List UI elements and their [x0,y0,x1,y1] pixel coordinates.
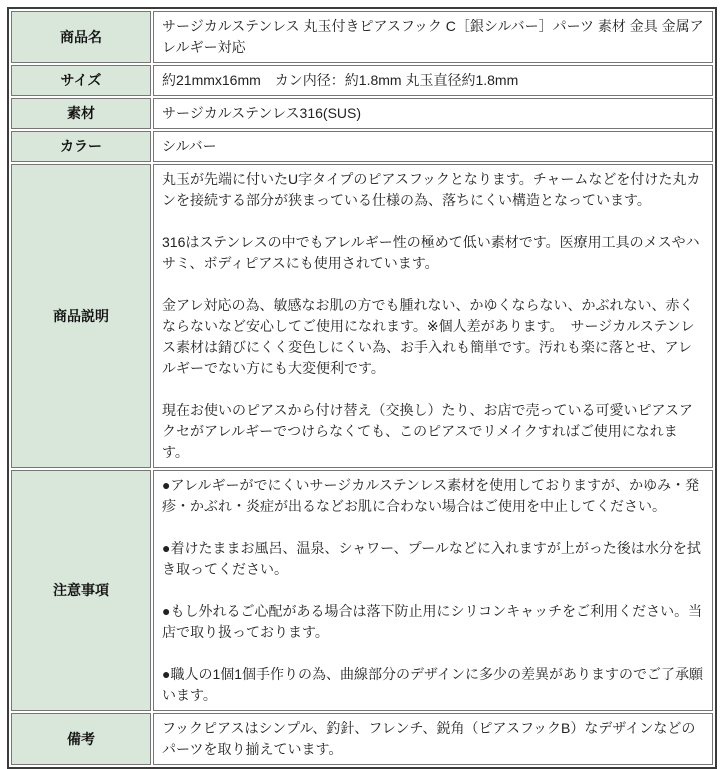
row-header-description: 商品説明 [11,164,151,468]
paragraph: サージカルステンレス 丸玉付きピアスフック C［銀シルバー］パーツ 素材 金具 金属アレルギー対応 [162,18,704,55]
row-header-remarks: 備考 [11,713,151,765]
table-row-color [11,131,713,162]
table-row-remarks [11,713,713,765]
row-value-description [153,164,713,468]
product-spec-table [7,7,717,769]
paragraph: 現在お使いのピアスから付け替え（交換し）たり、お店で売っている可愛いピアスアクセがアレルギーでつけらなくても、このピアスでリメイクすればご使用になれます。 [162,402,693,460]
row-value-remarks [153,713,713,765]
table-row-description [11,164,713,468]
paragraph: フックピアスはシンプル、釣針、フレンチ、鋭角（ピアスフックB）なデザインなどのパーツを取り揃えています。 [162,720,696,757]
paragraph: ●もし外れるご心配がある場合は落下防止用にシリコンキャッチをご利用ください。当店で取り扱っております。 [162,603,703,640]
row-value-cautions [153,470,713,711]
row-value-color [153,131,713,162]
row-value-material [153,98,713,129]
table-row-cautions [11,470,713,711]
paragraph: ●アレルギーがでにくいサージカルステンレス素材を使用しておりますが、かゆみ・発疹・かぶれ・炎症が出るなどお肌に合わない場合はご使用を中止してください。 [162,477,700,514]
row-value-size [153,65,713,96]
row-value-product-name [153,11,713,63]
paragraph: 丸玉が先端に付いたU字タイプのピアスフックとなります。チャームなどを付けた丸カンを接続する部分が狭まっている仕様の為、落ちにくい構造となっています。 [162,171,701,208]
paragraph: ●着けたままお風呂、温泉、シャワー、プールなどに入れますが上がった後は水分を拭き取ってください。 [162,540,701,577]
paragraph: ●職人の1個1個手作りの為、曲線部分のデザインに多少の差異がありますのでご了承願います。 [162,666,704,703]
row-header-product-name: 商品名 [11,11,151,63]
paragraph: サージカルステンレス316(SUS) [162,105,362,121]
row-header-color: カラー [11,131,151,162]
row-header-cautions: 注意事項 [11,470,151,711]
paragraph: 約21mmx16mm カン内径：約1.8mm 丸玉直径約1.8mm [162,72,519,88]
paragraph: 金アレ対応の為、敏感なお肌の方でも腫れない、かゆくならない、かぶれない、赤くならないなど安心してご使用になれます。※個人差があります。 サージカルステンレス素材は錆びにくく変色しにくい為、お手入れも簡単です。汚れも楽に落とせ、アレルギーでない方にも大変便利です。 [162,297,695,376]
table-row-product-name [11,11,713,63]
row-header-material: 素材 [11,98,151,129]
table-row-material [11,98,713,129]
table-row-size [11,65,713,96]
row-header-size: サイズ [11,65,151,96]
paragraph: シルバー [162,138,217,154]
paragraph: 316はステンレスの中でもアレルギー性の極めて低い素材です。医療用工具のメスやハサミ、ボディピアスにも使用されています。 [162,234,700,271]
